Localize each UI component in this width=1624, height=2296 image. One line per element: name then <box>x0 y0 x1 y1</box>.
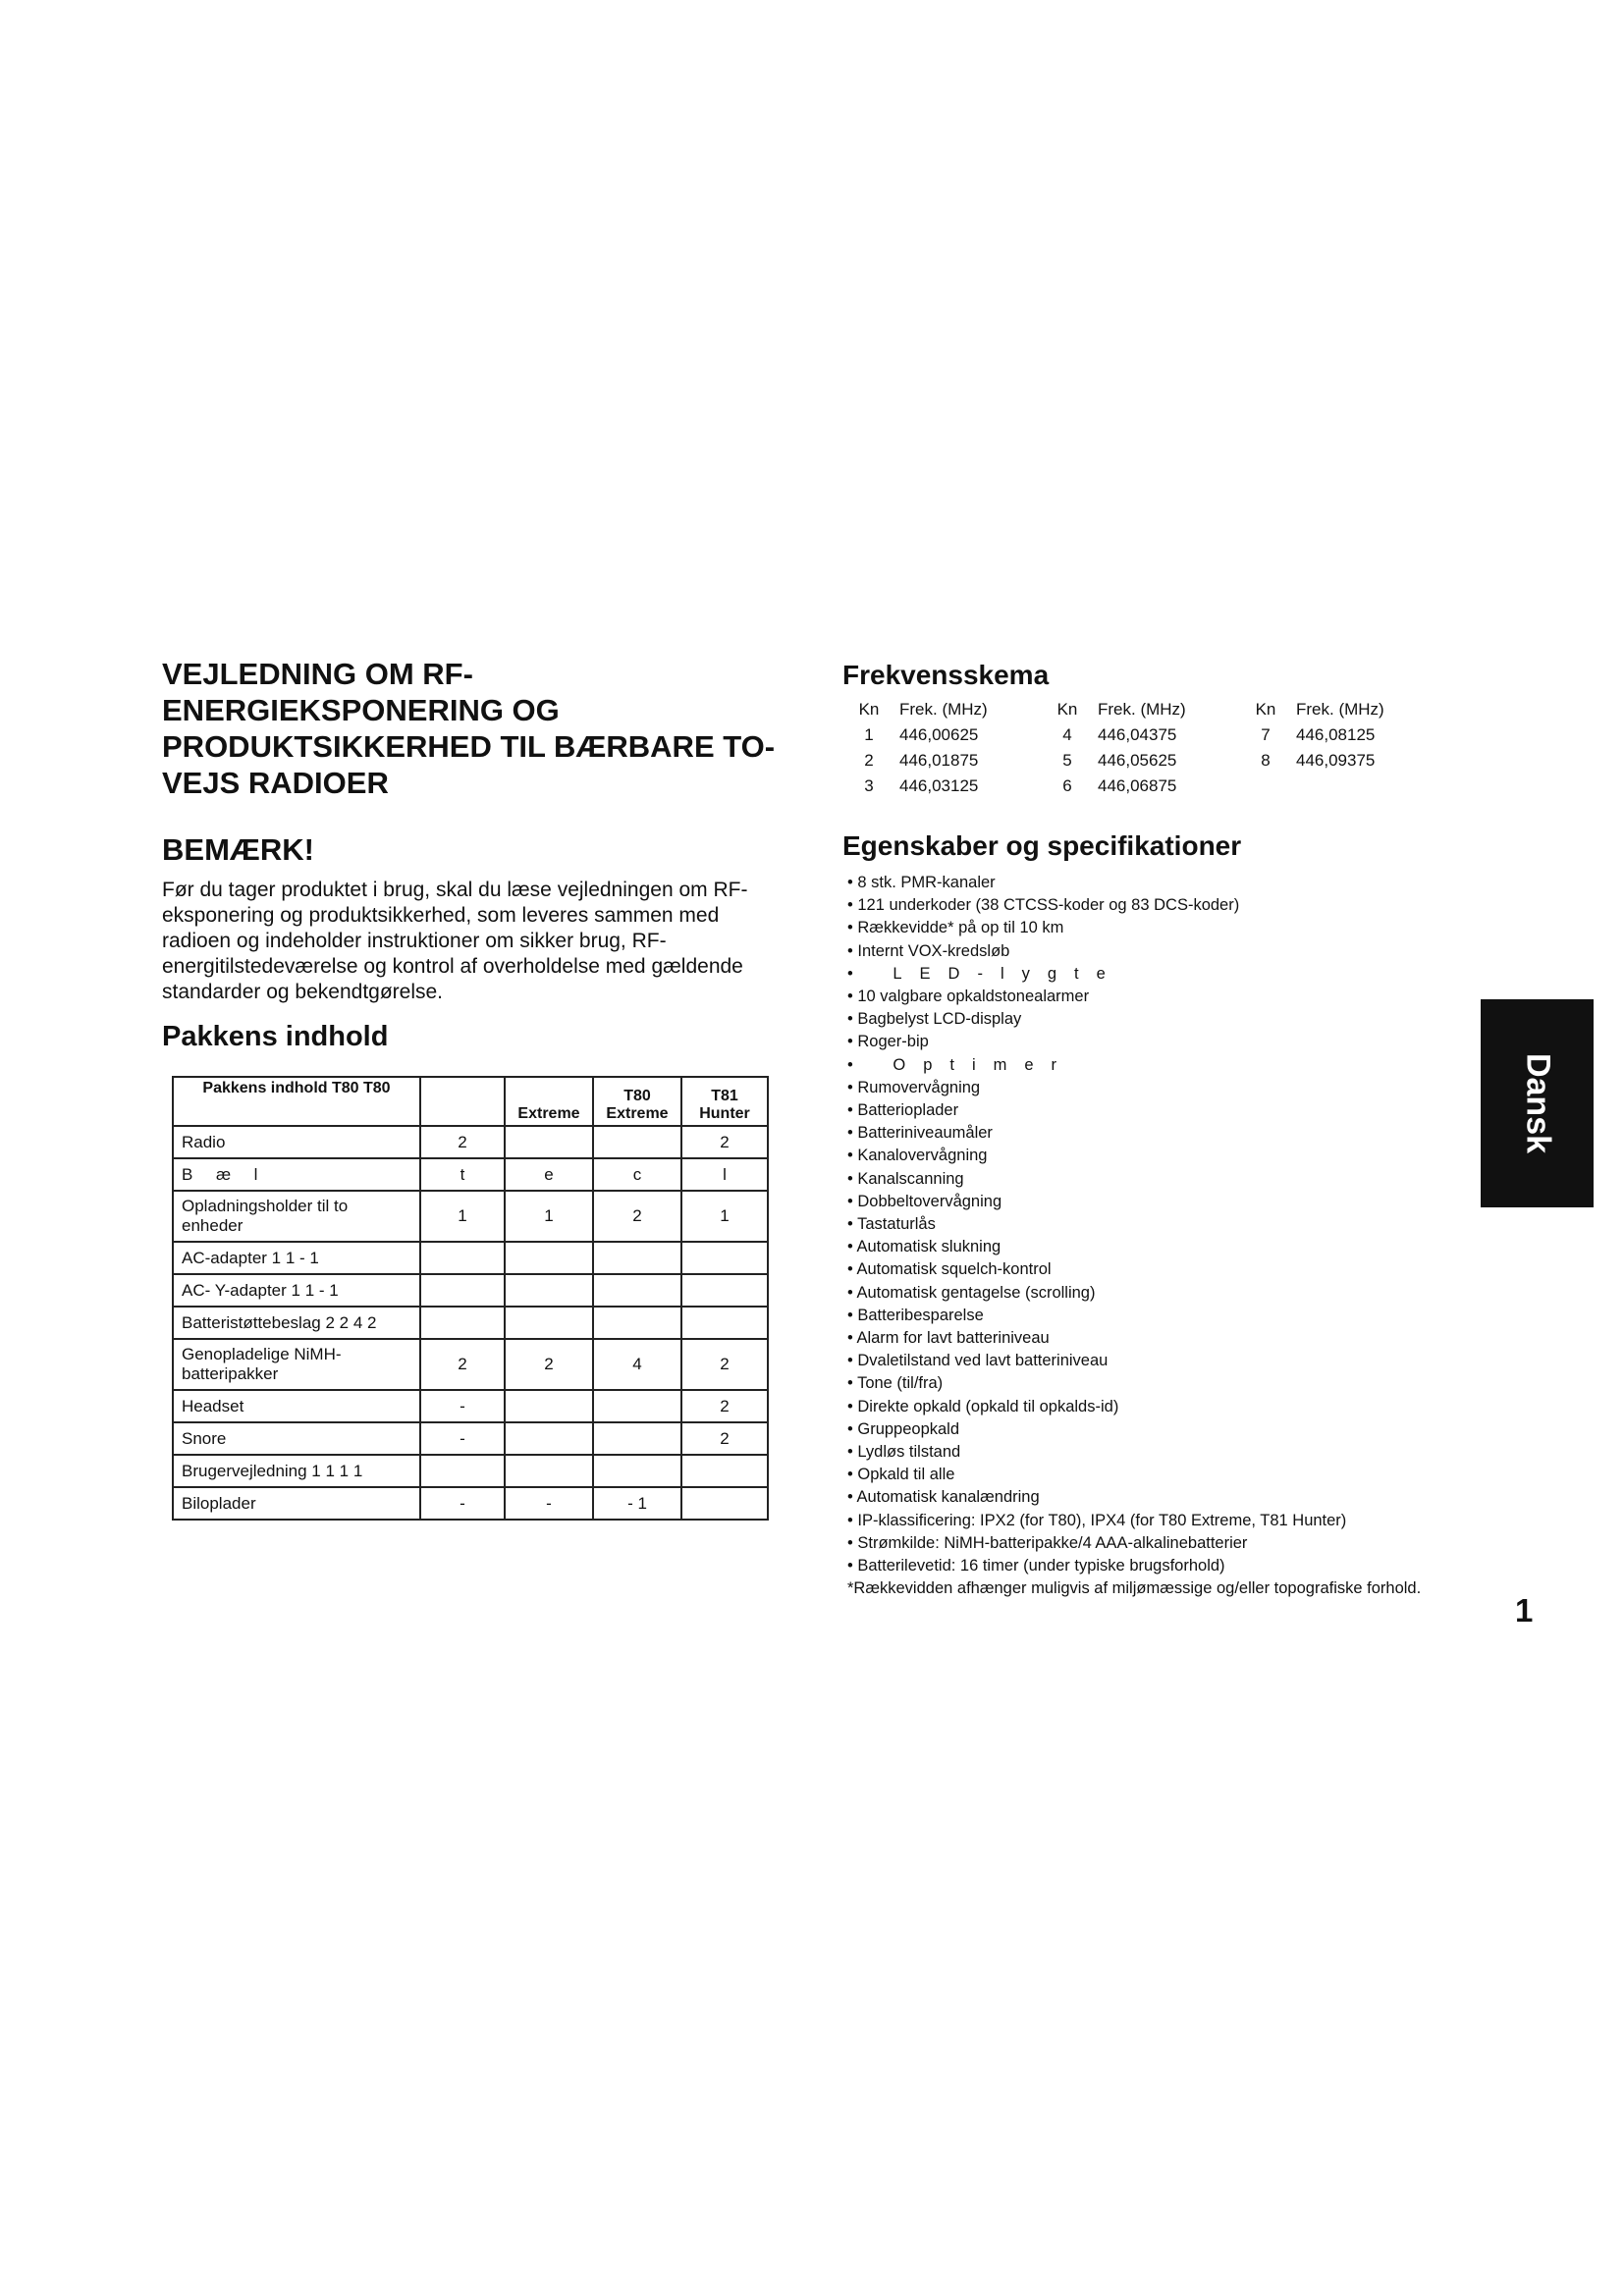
table-header-cell: Extreme <box>505 1077 593 1126</box>
list-item: • Tone (til/fra) <box>847 1374 944 1393</box>
list-item: • Internt VOX-kredsløb <box>847 941 1010 960</box>
table-cell: Batteristøttebeslag 2 2 4 2 <box>173 1307 420 1339</box>
note-body: Før du tager produktet i brug, skal du læse vejledningen om RF-eksponering og produktsikkerhed, som leveres sammen med radioen og indeholder instruktioner om sikker brug, RF-energitilstedeværelse og kontrol af overholdelse med gældende standarder og bekendtgørelse. <box>162 879 748 1003</box>
table-header-cell <box>420 1077 505 1126</box>
table-cell: B æ l <box>173 1158 420 1191</box>
table-header-row <box>173 1077 768 1126</box>
list-item: • 8 stk. PMR-kanaler <box>847 874 996 891</box>
table-row <box>173 1455 768 1487</box>
table-cell: Radio <box>173 1126 420 1158</box>
table-cell: AC- Y-adapter 1 1 - 1 <box>173 1274 420 1307</box>
package-contents-table <box>172 1076 769 1521</box>
table-cell <box>593 1422 681 1455</box>
freq-header: Frek. (MHz) <box>1296 700 1384 719</box>
list-item: • Batterilevetid: 16 timer (under typiske brugsforhold) <box>847 1557 1225 1575</box>
table-cell: Genopladelige NiMH-batteripakker <box>173 1339 420 1390</box>
table-row <box>173 1487 768 1520</box>
frequency-header-row <box>852 697 1447 722</box>
table-cell <box>681 1242 768 1274</box>
list-item: • Roger-bip <box>847 1033 929 1051</box>
table-cell <box>505 1390 593 1422</box>
table-row <box>173 1126 768 1158</box>
list-item: • Alarm for lavt batteriniveau <box>847 1329 1050 1348</box>
note-heading: BEMÆRK! <box>162 832 314 867</box>
table-cell <box>593 1126 681 1158</box>
table-cell <box>593 1274 681 1307</box>
table-cell: e <box>505 1158 593 1191</box>
list-item: • Rækkevidde* på op til 10 km <box>847 919 1064 937</box>
table-cell: - <box>420 1422 505 1455</box>
table-cell <box>505 1126 593 1158</box>
table-row <box>173 1158 768 1191</box>
table-cell: Brugervejledning 1 1 1 1 <box>173 1455 420 1487</box>
frequency-row <box>852 722 1447 748</box>
freq-header: Frek. (MHz) <box>899 700 988 719</box>
list-item: • Rumovervågning <box>847 1078 981 1096</box>
table-row <box>173 1274 768 1307</box>
channel-frequency <box>1282 774 1447 799</box>
kn-header: Kn <box>858 700 880 719</box>
package-contents-heading: Pakkens indhold <box>162 1021 389 1052</box>
table-cell: Headset <box>173 1390 420 1422</box>
list-item: • Batteriniveaumåler <box>847 1124 993 1143</box>
table-cell <box>593 1307 681 1339</box>
table-cell <box>681 1487 768 1520</box>
table-cell: Biloplader <box>173 1487 420 1520</box>
table-cell <box>681 1274 768 1307</box>
channel-frequency: 446,04375 <box>1098 725 1177 744</box>
table-row <box>173 1242 768 1274</box>
table-cell <box>681 1455 768 1487</box>
channel-number: 5 <box>1062 751 1072 770</box>
channel-number: 4 <box>1062 725 1072 744</box>
list-item: • Automatisk squelch-kontrol <box>847 1260 1052 1279</box>
list-item: • 10 valgbare opkaldstonealarmer <box>847 988 1090 1006</box>
table-cell: - <box>420 1390 505 1422</box>
list-item: • Automatisk kanalændring <box>847 1488 1040 1507</box>
list-item: • 121 underkoder (38 CTCSS-koder og 83 DCS-koder) <box>847 896 1240 915</box>
table-header-cell: T80 Extreme <box>593 1077 681 1126</box>
table-cell: 2 <box>681 1390 768 1422</box>
list-item: • Optimer <box>847 1055 1075 1074</box>
table-row <box>173 1390 768 1422</box>
channel-frequency: 446,06875 <box>1098 776 1177 795</box>
frequency-row <box>852 774 1447 799</box>
table-cell: Snore <box>173 1422 420 1455</box>
table-cell <box>505 1422 593 1455</box>
list-item: • Dobbeltovervågning <box>847 1192 1002 1210</box>
list-item: • Batterioplader <box>847 1101 959 1120</box>
table-row <box>173 1191 768 1242</box>
table-row <box>173 1339 768 1390</box>
table-cell <box>505 1274 593 1307</box>
frequency-heading: Frekvensskema <box>842 660 1050 690</box>
table-row <box>173 1422 768 1455</box>
table-cell: c <box>593 1158 681 1191</box>
table-header-cell: Pakkens indhold T80 T80 <box>173 1077 420 1126</box>
list-item: • Kanalovervågning <box>847 1147 988 1165</box>
channel-number: 7 <box>1261 725 1271 744</box>
table-cell <box>420 1307 505 1339</box>
table-cell: 1 <box>681 1191 768 1242</box>
table-cell: - <box>505 1487 593 1520</box>
list-item: • Direkte opkald (opkald til opkalds-id) <box>847 1397 1119 1415</box>
table-cell: - 1 <box>593 1487 681 1520</box>
page-number: 1 <box>1515 1592 1534 1629</box>
channel-number: 3 <box>864 776 874 795</box>
table-cell <box>505 1242 593 1274</box>
table-cell: 2 <box>681 1339 768 1390</box>
table-cell: 2 <box>420 1126 505 1158</box>
list-item: • Lydløs tilstand <box>847 1443 961 1462</box>
table-cell: 2 <box>681 1126 768 1158</box>
list-item: • Automatisk gentagelse (scrolling) <box>847 1283 1096 1302</box>
table-cell <box>420 1242 505 1274</box>
specs-heading: Egenskaber og specifikationer <box>842 830 1242 861</box>
kn-header: Kn <box>1255 700 1276 719</box>
channel-number <box>1249 774 1282 799</box>
table-cell <box>420 1455 505 1487</box>
list-item: • Tastaturlås <box>847 1215 936 1234</box>
language-label: Dansk <box>1519 1052 1556 1154</box>
list-item: • Dvaletilstand ved lavt batteriniveau <box>847 1352 1109 1370</box>
list-item: • Automatisk slukning <box>847 1238 1001 1256</box>
list-item: • Bagbelyst LCD-display <box>847 1010 1022 1029</box>
freq-header: Frek. (MHz) <box>1098 700 1186 719</box>
channel-frequency: 446,05625 <box>1098 751 1177 770</box>
channel-frequency: 446,03125 <box>899 776 979 795</box>
table-row <box>173 1307 768 1339</box>
list-item: • Batteribesparelse <box>847 1306 984 1324</box>
table-cell: 2 <box>681 1422 768 1455</box>
list-item: • LED-lygte <box>847 964 1123 983</box>
channel-number: 8 <box>1261 751 1271 770</box>
list-item: • IP-klassificering: IPX2 (for T80), IPX4 (for T80 Extreme, T81 Hunter) <box>847 1511 1347 1529</box>
channel-number: 6 <box>1062 776 1072 795</box>
table-cell <box>505 1455 593 1487</box>
list-item: • Gruppeopkald <box>847 1419 960 1438</box>
table-header-cell: T81 Hunter <box>681 1077 768 1126</box>
kn-header: Kn <box>1056 700 1078 719</box>
footnote: *Rækkevidden afhænger muligvis af miljømæssige og/eller topografiske forhold. <box>847 1579 1422 1597</box>
frequency-row <box>852 748 1447 774</box>
list-item: • Kanalscanning <box>847 1169 964 1188</box>
channel-frequency: 446,08125 <box>1296 725 1376 744</box>
table-cell <box>681 1307 768 1339</box>
table-cell: 2 <box>593 1191 681 1242</box>
table-cell <box>420 1274 505 1307</box>
table-cell: 1 <box>505 1191 593 1242</box>
table-cell: t <box>420 1158 505 1191</box>
list-item: • Opkald til alle <box>847 1466 955 1484</box>
table-cell: 2 <box>420 1339 505 1390</box>
channel-frequency: 446,00625 <box>899 725 979 744</box>
table-cell: AC-adapter 1 1 - 1 <box>173 1242 420 1274</box>
table-cell: 4 <box>593 1339 681 1390</box>
frequency-table <box>852 697 1447 799</box>
channel-frequency: 446,01875 <box>899 751 979 770</box>
table-cell: l <box>681 1158 768 1191</box>
channel-frequency: 446,09375 <box>1296 751 1376 770</box>
table-cell: - <box>420 1487 505 1520</box>
table-cell <box>593 1242 681 1274</box>
table-cell <box>593 1390 681 1422</box>
list-item: • Strømkilde: NiMH-batteripakke/4 AAA-alkalinebatterier <box>847 1533 1248 1552</box>
table-cell: 1 <box>420 1191 505 1242</box>
table-cell: Opladningsholder til to enheder <box>173 1191 420 1242</box>
channel-number: 2 <box>864 751 874 770</box>
specs-list <box>847 872 1436 1577</box>
page-title: VEJLEDNING OM RF-ENERGIEKSPONERING OG PRODUKTSIKKERHED TIL BÆRBARE TO-VEJS RADIOER <box>162 657 776 800</box>
table-cell: 2 <box>505 1339 593 1390</box>
table-cell <box>505 1307 593 1339</box>
channel-number: 1 <box>864 725 874 744</box>
language-tab <box>1481 999 1594 1207</box>
table-cell <box>593 1455 681 1487</box>
